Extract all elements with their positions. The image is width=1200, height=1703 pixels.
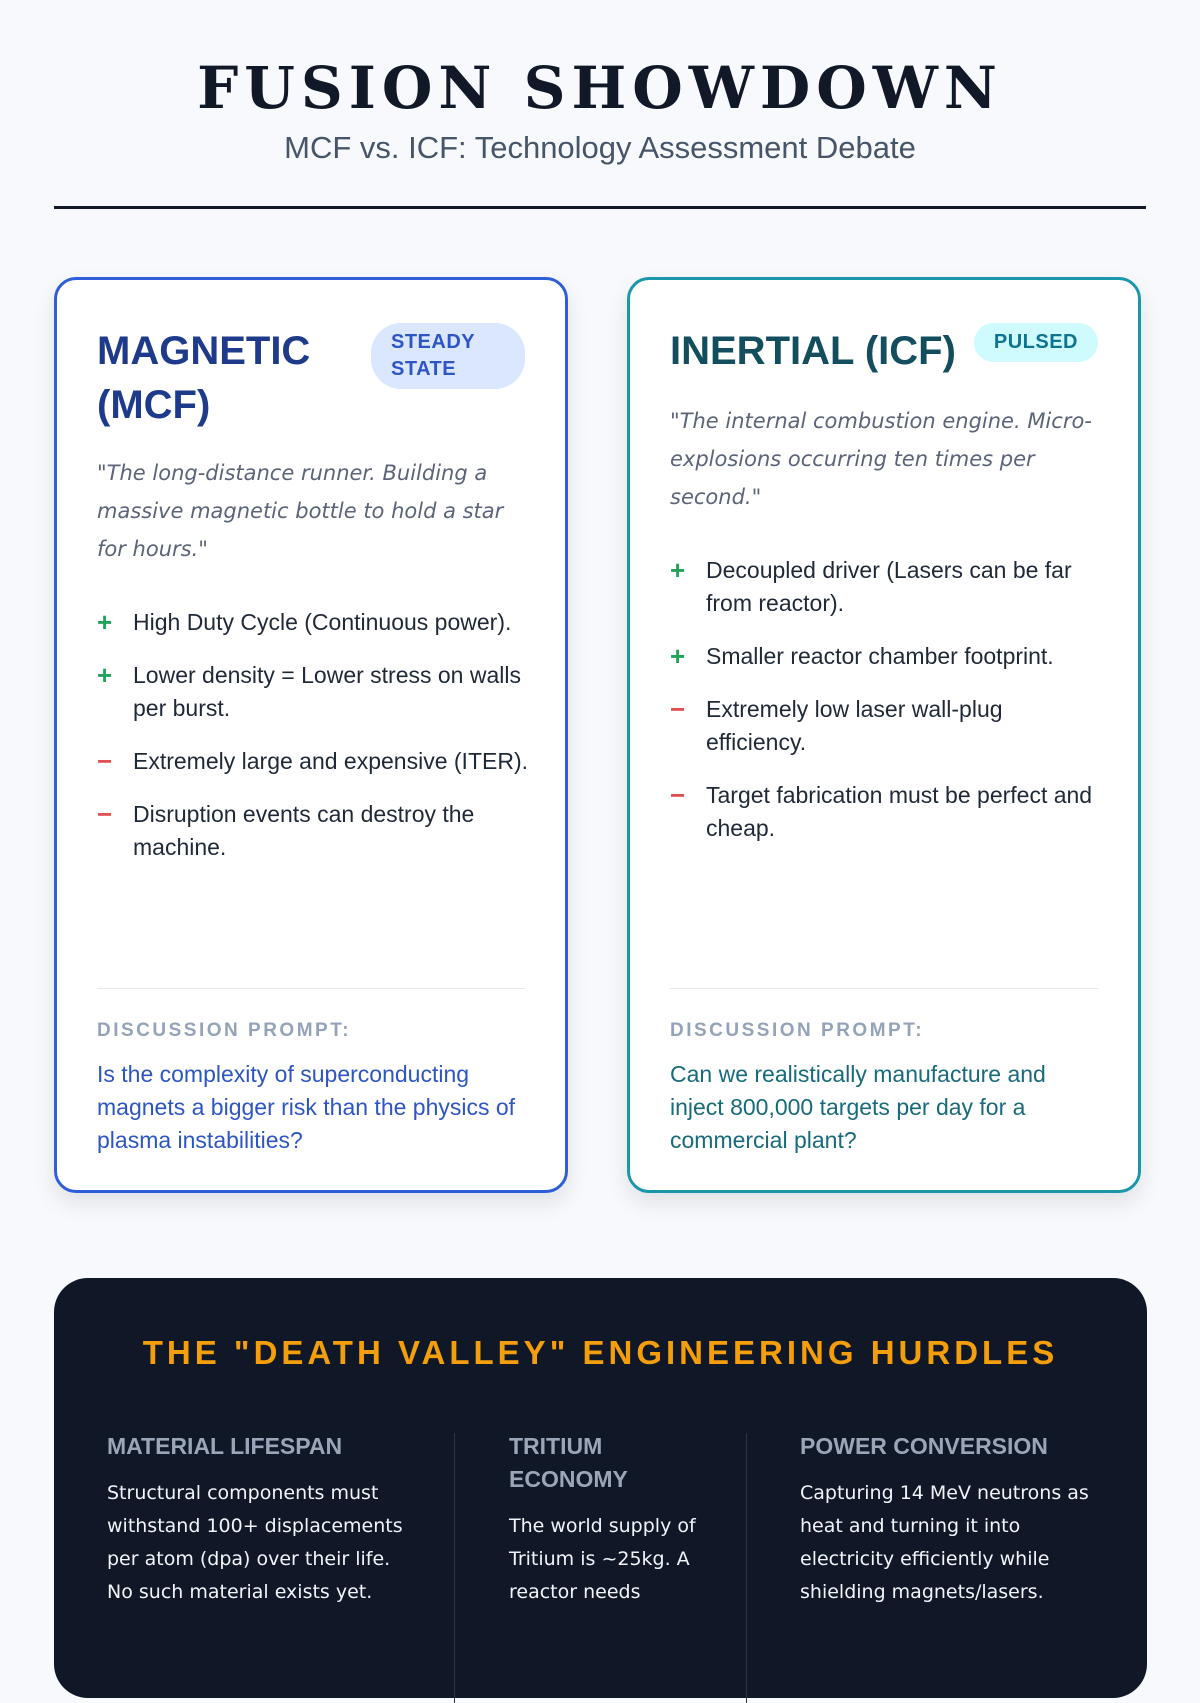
mcf-point [97, 659, 529, 725]
icf-point [670, 640, 1102, 673]
icf-prompt-text: Can we realistically manufacture and inject 800,000 targets per day for a commercial plant? [670, 1061, 1046, 1153]
mcf-divider [97, 988, 525, 989]
hurdles-panel [54, 1278, 1147, 1698]
plus-icon: + [97, 607, 113, 637]
mcf-point [97, 798, 529, 864]
hurdle-text: The world supply of Tritium is ~25kg. A reactor needs [509, 1515, 696, 1603]
icf-point [670, 693, 1102, 759]
icf-card-title: INERTIAL (ICF) [670, 329, 956, 373]
minus-icon: − [97, 746, 113, 776]
icf-prompt-label: DISCUSSION PROMPT: [670, 1020, 925, 1041]
mcf-points-list [97, 606, 529, 884]
icf-point-text: Target fabrication must be perfect and cheap. [706, 782, 1093, 841]
hurdle-column-tritium [509, 1430, 709, 1609]
mcf-prompt-text: Is the complexity of superconducting magnets a bigger risk than the physics of plasma instabilities? [97, 1061, 516, 1153]
hurdle-text: Capturing 14 MeV neutrons as heat and turning it into electricity efficiently while shielding magnets/lasers. [800, 1482, 1089, 1603]
icf-point-text: Decoupled driver (Lasers can be far from reactor). [706, 557, 1072, 616]
page-title: FUSION SHOWDOWN [197, 54, 1003, 122]
icf-quote: "The internal combustion engine. Micro-explosions occurring ten times per second." [670, 409, 1092, 509]
minus-icon: − [670, 694, 686, 724]
minus-icon: − [97, 799, 113, 829]
hurdle-title: MATERIAL LIFESPAN [107, 1433, 343, 1459]
hurdles-title: THE "DEATH VALLEY" ENGINEERING HURDLES [142, 1334, 1059, 1371]
icf-divider [670, 988, 1098, 989]
mcf-card-title: MAGNETIC (MCF) [97, 329, 311, 427]
hurdle-title: TRITIUM ECONOMY [509, 1433, 628, 1492]
mcf-point [97, 606, 529, 639]
plus-icon: + [670, 555, 686, 585]
icf-points-list [670, 554, 1102, 865]
page-subtitle: MCF vs. ICF: Technology Assessment Debate [284, 130, 916, 165]
hurdle-text: Structural components must withstand 100+ displacements per atom (dpa) over their life. No such material exists yet. [107, 1482, 403, 1603]
hurdle-divider [746, 1433, 747, 1703]
mcf-point-text: Disruption events can destroy the machine. [133, 801, 475, 860]
mcf-point [97, 745, 529, 778]
mcf-badge: STEADY STATE [371, 323, 525, 389]
mcf-quote: "The long-distance runner. Building a massive magnetic bottle to hold a star for hours." [97, 461, 504, 561]
mcf-point-text: High Duty Cycle (Continuous power). [133, 609, 512, 635]
mcf-card [54, 277, 568, 1193]
page-header [0, 0, 1200, 168]
mcf-prompt-label: DISCUSSION PROMPT: [97, 1020, 352, 1041]
hurdle-column-power [800, 1430, 1100, 1609]
mcf-point-text: Lower density = Lower stress on walls per burst. [133, 662, 521, 721]
icf-point [670, 554, 1102, 620]
mcf-point-text: Extremely large and expensive (ITER). [133, 748, 528, 774]
plus-icon: + [670, 641, 686, 671]
hurdle-title: POWER CONVERSION [800, 1433, 1048, 1459]
hurdle-divider [454, 1433, 455, 1703]
icf-card [627, 277, 1141, 1193]
hurdle-column-material [107, 1430, 412, 1609]
plus-icon: + [97, 660, 113, 690]
icf-point-text: Smaller reactor chamber footprint. [706, 643, 1054, 669]
minus-icon: − [670, 780, 686, 810]
icf-badge: PULSED [974, 323, 1098, 362]
icf-point-text: Extremely low laser wall-plug efficiency. [706, 696, 1003, 755]
icf-point [670, 779, 1102, 845]
header-divider [54, 206, 1146, 209]
